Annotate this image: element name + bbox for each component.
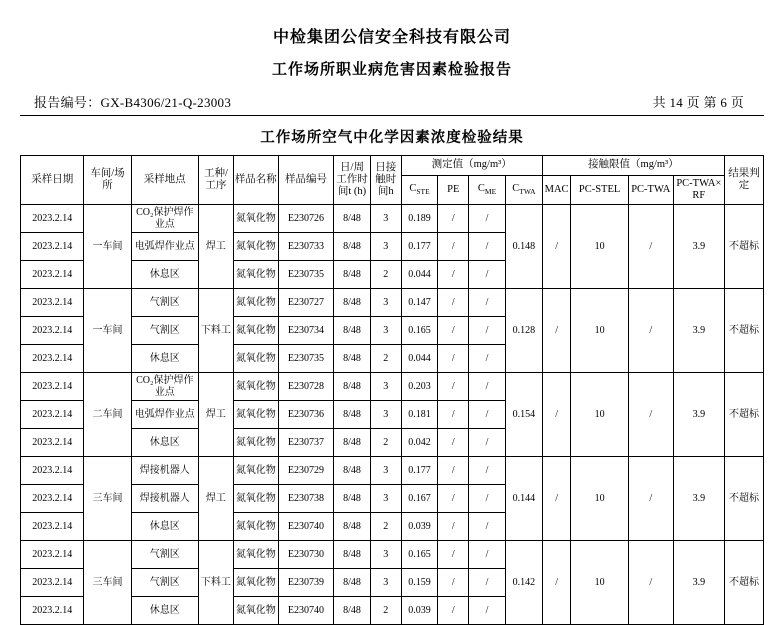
cell-daily-time: 8/48 — [334, 569, 371, 597]
col-c-ste: $C_{STE}$ — [401, 176, 438, 205]
cell-location: 焊接机器人 — [131, 457, 199, 485]
cell-pe: / — [438, 345, 469, 373]
col-pc-twa-rf: PC-TWA×RF — [673, 176, 724, 205]
cell-sample-no: E230737 — [278, 429, 333, 457]
cell-sample-name: 氮氧化物 — [233, 233, 278, 261]
report-number — [34, 92, 231, 111]
report-number-label: 报告编号： — [34, 95, 101, 110]
cell-sample-date: 2023.2.14 — [21, 317, 84, 345]
cell-c-ste: 0.167 — [401, 485, 438, 513]
table-row — [21, 289, 764, 317]
cell-sample-date: 2023.2.14 — [21, 513, 84, 541]
cell-pc-twa: / — [628, 373, 673, 457]
cell-c-ste: 0.159 — [401, 569, 438, 597]
cell-c-me: / — [469, 401, 506, 429]
cell-result: 不超标 — [724, 541, 763, 625]
cell-pc-twa: / — [628, 205, 673, 289]
cell-c-ste: 0.189 — [401, 205, 438, 233]
cell-c-ste: 0.039 — [401, 597, 438, 625]
cell-sample-name: 氮氧化物 — [233, 541, 278, 569]
cell-pe: / — [438, 429, 469, 457]
cell-daily-time: 8/48 — [334, 401, 371, 429]
cell-sample-name: 氮氧化物 — [233, 429, 278, 457]
cell-contact-time: 3 — [370, 569, 401, 597]
cell-contact-time: 3 — [370, 541, 401, 569]
cell-location: 电弧焊作业点 — [131, 401, 199, 429]
report-number-value: GX-B4306/21-Q-23003 — [100, 95, 232, 110]
cell-sample-date: 2023.2.14 — [21, 485, 84, 513]
report-page — [0, 24, 784, 616]
cell-sample-name: 氮氧化物 — [233, 205, 278, 233]
cell-sample-name: 氮氧化物 — [233, 317, 278, 345]
cell-pe: / — [438, 261, 469, 289]
cell-daily-time: 8/48 — [334, 429, 371, 457]
table-title: 工作场所空气中化学因素浓度检验结果 — [260, 130, 524, 146]
col-measured-group: 测定值（mg/m³） — [401, 156, 542, 176]
col-pc-twa: PC-TWA — [628, 176, 673, 205]
cell-mac: / — [542, 205, 571, 289]
col-sample-name: 样品名称 — [233, 156, 278, 205]
cell-contact-time: 3 — [370, 205, 401, 233]
cell-pe: / — [438, 541, 469, 569]
cell-workshop: 三车间 — [84, 457, 131, 541]
table-row — [21, 373, 764, 401]
cell-sample-name: 氮氧化物 — [233, 261, 278, 289]
cell-sample-no: E230727 — [278, 289, 333, 317]
cell-sample-name: 氮氧化物 — [233, 401, 278, 429]
cell-sample-name: 氮氧化物 — [233, 373, 278, 401]
cell-sample-no: E230735 — [278, 261, 333, 289]
cell-location: 气割区 — [131, 289, 199, 317]
cell-contact-time: 3 — [370, 233, 401, 261]
cell-job: 焊工 — [199, 457, 234, 541]
cell-location: CO₂保护焊作业点 — [131, 373, 199, 401]
cell-location: 休息区 — [131, 513, 199, 541]
cell-pc-twa-rf: 3.9 — [673, 289, 724, 373]
cell-sample-date: 2023.2.14 — [21, 261, 84, 289]
cell-c-ste: 0.044 — [401, 345, 438, 373]
cell-sample-name: 氮氧化物 — [233, 513, 278, 541]
cell-c-ste: 0.203 — [401, 373, 438, 401]
cell-sample-name: 氮氧化物 — [233, 289, 278, 317]
cell-location: 休息区 — [131, 597, 199, 625]
table-row — [21, 205, 764, 233]
cell-location: 休息区 — [131, 261, 199, 289]
cell-c-me: / — [469, 205, 506, 233]
cell-result: 不超标 — [724, 205, 763, 289]
cell-sample-date: 2023.2.14 — [21, 457, 84, 485]
cell-c-ste: 0.177 — [401, 233, 438, 261]
report-title: 工作场所职业病危害因素检验报告 — [271, 62, 512, 78]
cell-pe: / — [438, 485, 469, 513]
cell-c-twa: 0.144 — [505, 457, 542, 541]
cell-pe: / — [438, 373, 469, 401]
page-info: 共 14 页 第 6 页 — [652, 95, 744, 110]
cell-sample-date: 2023.2.14 — [21, 205, 84, 233]
cell-daily-time: 8/48 — [334, 317, 371, 345]
cell-pc-twa: / — [628, 289, 673, 373]
cell-contact-time: 3 — [370, 457, 401, 485]
cell-pe: / — [438, 569, 469, 597]
cell-c-twa: 0.154 — [505, 373, 542, 457]
cell-contact-time: 3 — [370, 373, 401, 401]
cell-location: 休息区 — [131, 345, 199, 373]
cell-pe: / — [438, 233, 469, 261]
col-result: 结果判定 — [724, 156, 763, 205]
cell-sample-no: E230730 — [278, 541, 333, 569]
cell-job: 焊工 — [199, 373, 234, 457]
cell-pc-twa-rf: 3.9 — [673, 457, 724, 541]
cell-sample-name: 氮氧化物 — [233, 597, 278, 625]
cell-job: 下料工 — [199, 289, 234, 373]
col-c-me: $C_{ME}$ — [469, 176, 506, 205]
cell-c-ste: 0.181 — [401, 401, 438, 429]
cell-pe: / — [438, 205, 469, 233]
cell-c-me: / — [469, 317, 506, 345]
cell-sample-date: 2023.2.14 — [21, 541, 84, 569]
col-pc-stel: PC-STEL — [571, 176, 628, 205]
cell-location: 气割区 — [131, 541, 199, 569]
cell-pc-stel: 10 — [571, 457, 628, 541]
cell-c-me: / — [469, 373, 506, 401]
cell-contact-time: 3 — [370, 485, 401, 513]
cell-daily-time: 8/48 — [334, 541, 371, 569]
cell-sample-no: E230729 — [278, 457, 333, 485]
cell-contact-time: 2 — [370, 597, 401, 625]
cell-pe: / — [438, 317, 469, 345]
cell-daily-time: 8/48 — [334, 457, 371, 485]
cell-sample-no: E230728 — [278, 373, 333, 401]
results-table — [20, 155, 764, 625]
table-row — [21, 457, 764, 485]
cell-sample-date: 2023.2.14 — [21, 233, 84, 261]
cell-sample-no: E230736 — [278, 401, 333, 429]
cell-daily-time: 8/48 — [334, 345, 371, 373]
cell-result: 不超标 — [724, 373, 763, 457]
cell-sample-name: 氮氧化物 — [233, 457, 278, 485]
cell-pc-stel: 10 — [571, 373, 628, 457]
cell-c-me: / — [469, 485, 506, 513]
cell-c-me: / — [469, 457, 506, 485]
cell-c-me: / — [469, 541, 506, 569]
cell-contact-time: 3 — [370, 317, 401, 345]
cell-sample-date: 2023.2.14 — [21, 429, 84, 457]
col-workshop: 车间/场所 — [84, 156, 131, 205]
cell-daily-time: 8/48 — [334, 485, 371, 513]
cell-mac: / — [542, 541, 571, 625]
cell-c-me: / — [469, 261, 506, 289]
cell-c-twa: 0.148 — [505, 205, 542, 289]
cell-c-me: / — [469, 345, 506, 373]
cell-c-me: / — [469, 429, 506, 457]
cell-workshop: 一车间 — [84, 205, 131, 289]
cell-pc-stel: 10 — [571, 289, 628, 373]
cell-c-ste: 0.044 — [401, 261, 438, 289]
cell-sample-name: 氮氧化物 — [233, 485, 278, 513]
col-location: 采样地点 — [131, 156, 199, 205]
cell-c-ste: 0.165 — [401, 317, 438, 345]
cell-pc-twa: / — [628, 541, 673, 625]
cell-sample-no: E230735 — [278, 345, 333, 373]
cell-sample-date: 2023.2.14 — [21, 289, 84, 317]
cell-daily-time: 8/48 — [334, 289, 371, 317]
col-c-twa: $C_{TWA}$ — [505, 176, 542, 205]
cell-sample-no: E230734 — [278, 317, 333, 345]
cell-daily-time: 8/48 — [334, 261, 371, 289]
cell-daily-time: 8/48 — [334, 233, 371, 261]
cell-c-ste: 0.042 — [401, 429, 438, 457]
cell-c-ste: 0.039 — [401, 513, 438, 541]
cell-c-ste: 0.165 — [401, 541, 438, 569]
cell-location: 电弧焊作业点 — [131, 233, 199, 261]
cell-sample-no: E230740 — [278, 513, 333, 541]
cell-daily-time: 8/48 — [334, 205, 371, 233]
cell-sample-date: 2023.2.14 — [21, 401, 84, 429]
cell-pe: / — [438, 457, 469, 485]
cell-workshop: 一车间 — [84, 289, 131, 373]
col-mac: MAC — [542, 176, 571, 205]
cell-c-me: / — [469, 597, 506, 625]
cell-mac: / — [542, 373, 571, 457]
cell-sample-no: E230740 — [278, 597, 333, 625]
cell-location: CO₂保护焊作业点 — [131, 205, 199, 233]
table-head — [21, 156, 764, 205]
cell-location: 焊接机器人 — [131, 485, 199, 513]
cell-c-twa: 0.142 — [505, 541, 542, 625]
cell-pc-stel: 10 — [571, 205, 628, 289]
cell-c-me: / — [469, 289, 506, 317]
cell-sample-no: E230726 — [278, 205, 333, 233]
cell-workshop: 二车间 — [84, 373, 131, 457]
cell-pe: / — [438, 401, 469, 429]
col-sample-no: 样品编号 — [278, 156, 333, 205]
cell-workshop: 三车间 — [84, 541, 131, 625]
cell-location: 休息区 — [131, 429, 199, 457]
cell-sample-date: 2023.2.14 — [21, 569, 84, 597]
cell-pc-twa: / — [628, 457, 673, 541]
cell-contact-time: 3 — [370, 289, 401, 317]
col-pe: PE — [438, 176, 469, 205]
cell-sample-no: E230739 — [278, 569, 333, 597]
table-body — [21, 205, 764, 625]
cell-sample-date: 2023.2.14 — [21, 373, 84, 401]
cell-pc-stel: 10 — [571, 541, 628, 625]
col-job: 工种/工序 — [199, 156, 234, 205]
cell-contact-time: 2 — [370, 429, 401, 457]
cell-c-ste: 0.177 — [401, 457, 438, 485]
cell-sample-name: 氮氧化物 — [233, 345, 278, 373]
cell-c-me: / — [469, 233, 506, 261]
cell-sample-date: 2023.2.14 — [21, 345, 84, 373]
company-title: 中检集团公信安全科技有限公司 — [272, 29, 511, 46]
cell-result: 不超标 — [724, 289, 763, 373]
cell-pc-twa-rf: 3.9 — [673, 373, 724, 457]
cell-location: 气割区 — [131, 569, 199, 597]
cell-mac: / — [542, 289, 571, 373]
cell-daily-time: 8/48 — [334, 373, 371, 401]
cell-location: 气割区 — [131, 317, 199, 345]
cell-contact-time: 3 — [370, 401, 401, 429]
cell-job: 下料工 — [199, 541, 234, 625]
cell-sample-name: 氮氧化物 — [233, 569, 278, 597]
col-daily-time: 日/周工作时间t (h) — [334, 156, 371, 205]
cell-daily-time: 8/48 — [334, 513, 371, 541]
table-row — [21, 541, 764, 569]
cell-contact-time: 2 — [370, 345, 401, 373]
col-contact-time: 日接触时间h — [370, 156, 401, 205]
cell-pe: / — [438, 289, 469, 317]
col-sample-date: 采样日期 — [21, 156, 84, 205]
col-limit-group: 接触限值（mg/m³） — [542, 156, 724, 176]
report-meta-row — [20, 92, 764, 116]
cell-pc-twa-rf: 3.9 — [673, 205, 724, 289]
cell-daily-time: 8/48 — [334, 597, 371, 625]
cell-mac: / — [542, 457, 571, 541]
cell-c-ste: 0.147 — [401, 289, 438, 317]
cell-job: 焊工 — [199, 205, 234, 289]
cell-result: 不超标 — [724, 457, 763, 541]
cell-pc-twa-rf: 3.9 — [673, 541, 724, 625]
cell-contact-time: 2 — [370, 261, 401, 289]
cell-sample-date: 2023.2.14 — [21, 597, 84, 625]
cell-c-me: / — [469, 569, 506, 597]
cell-sample-no: E230738 — [278, 485, 333, 513]
cell-c-twa: 0.128 — [505, 289, 542, 373]
cell-contact-time: 2 — [370, 513, 401, 541]
cell-pe: / — [438, 513, 469, 541]
cell-sample-no: E230733 — [278, 233, 333, 261]
cell-pe: / — [438, 597, 469, 625]
cell-c-me: / — [469, 513, 506, 541]
